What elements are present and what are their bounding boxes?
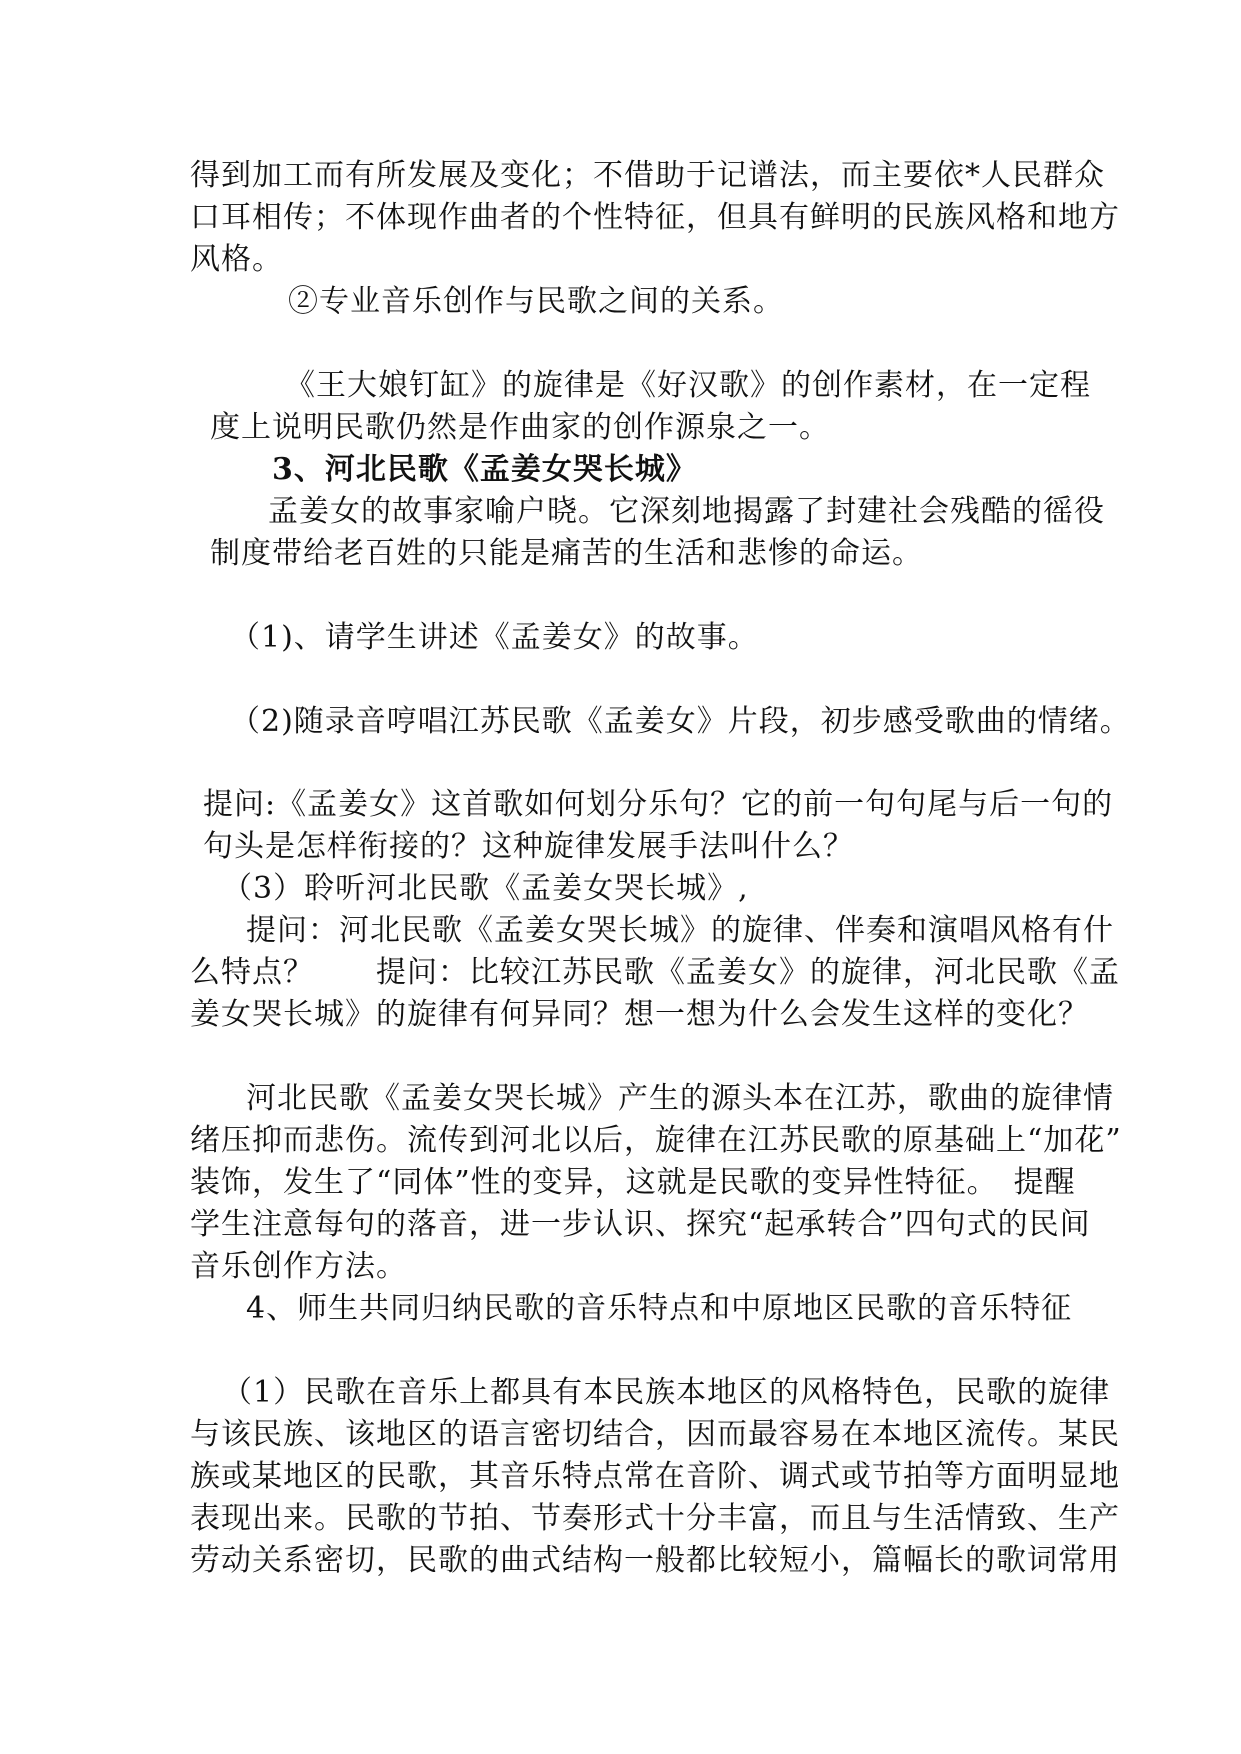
- text-line: 4、师生共同归纳民歌的音乐特点和中原地区民歌的音乐特征: [246, 1291, 1073, 1326]
- text-line: （2)随录音哼唱江苏民歌《孟姜女》片段，初步感受歌曲的情绪。: [230, 704, 1131, 739]
- text-line: 《王大娘钉缸》的旋律是《好汉歌》的创作素材，在一定程: [285, 368, 1091, 403]
- section-heading: 3、河北民歌《孟姜女哭长城》: [272, 452, 697, 487]
- text-line: 制度带给老百姓的只能是痛苦的生活和悲惨的命运。: [210, 536, 923, 571]
- text-line: （3）聆听河北民歌《孟姜女哭长城》,: [222, 871, 749, 906]
- text-line: 表现出来。民歌的节拍、节奏形式十分丰富，而且与生活情致、生产: [190, 1501, 1120, 1536]
- text-line: 么特点？ 提问：比较江苏民歌《孟姜女》的旋律，河北民歌《孟: [190, 955, 1120, 990]
- text-line: 绪压抑而悲伤。流传到河北以后，旋律在江苏民歌的原基础上“加花”: [190, 1123, 1122, 1158]
- text-line: 与该民族、该地区的语言密切结合，因而最容易在本地区流传。某民: [190, 1417, 1120, 1452]
- text-line: 装饰，发生了“同体”性的变异，这就是民歌的变异性特征。 提醒: [190, 1165, 1076, 1200]
- text-line: ②专业音乐创作与民歌之间的关系。: [288, 284, 784, 319]
- text-line: 学生注意每句的落音，进一步认识、探究“起承转合”四句式的民间: [190, 1207, 1091, 1242]
- text-line: （1）民歌在音乐上都具有本民族本地区的风格特色，民歌的旋律: [222, 1375, 1111, 1410]
- text-line: 度上说明民歌仍然是作曲家的创作源泉之一。: [210, 410, 830, 445]
- text-line: 劳动关系密切，民歌的曲式结构一般都比较短小，篇幅长的歌词常用: [190, 1543, 1120, 1578]
- text-line: 提问:《孟姜女》这首歌如何划分乐句？它的前一句句尾与后一句的: [203, 787, 1114, 822]
- text-line: 河北民歌《孟姜女哭长城》产生的源头本在江苏，歌曲的旋律情: [246, 1081, 1114, 1116]
- text-line: 风格。: [190, 242, 283, 277]
- text-line: 提问：河北民歌《孟姜女哭长城》的旋律、伴奏和演唱风格有什: [246, 913, 1114, 948]
- text-line: 口耳相传；不体现作曲者的个性特征，但具有鲜明的民族风格和地方: [190, 200, 1120, 235]
- text-line: （1)、请学生讲述《孟姜女》的故事。: [230, 620, 759, 655]
- text-line: 姜女哭长城》的旋律有何异同？想一想为什么会发生这样的变化？: [190, 997, 1089, 1032]
- text-line: 孟姜女的故事家喻户晓。它深刻地揭露了封建社会残酷的徭役: [268, 494, 1105, 529]
- text-line: 音乐创作方法。: [190, 1249, 407, 1284]
- text-line: 句头是怎样衔接的？这种旋律发展手法叫什么？: [203, 829, 854, 864]
- text-line: 得到加工而有所发展及变化；不借助于记谱法，而主要依*人民群众: [190, 158, 1105, 193]
- text-line: 族或某地区的民歌，其音乐特点常在音阶、调式或节拍等方面明显地: [190, 1459, 1120, 1494]
